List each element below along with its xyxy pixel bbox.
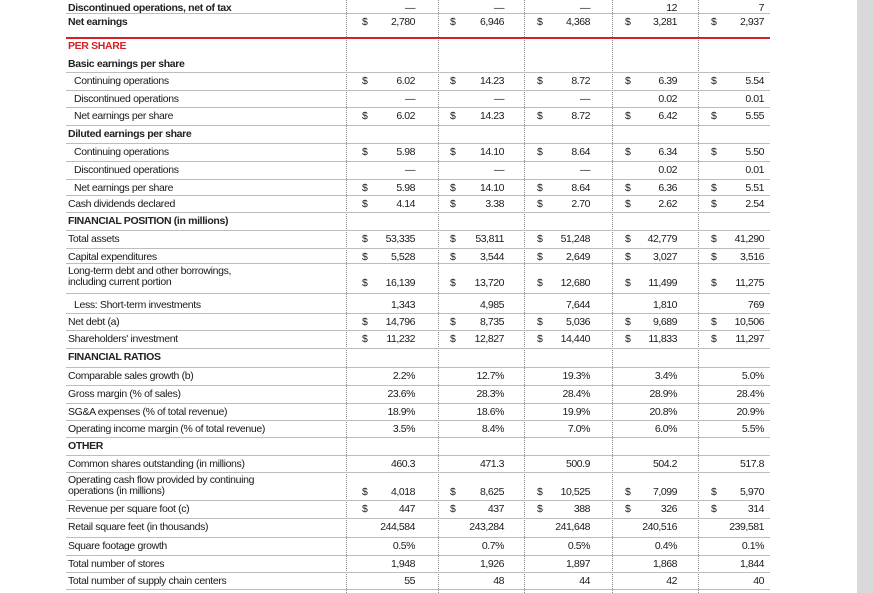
row-label: Net earnings — [68, 16, 128, 28]
row-label: Discontinued operations, net of tax — [68, 2, 232, 14]
value-cell: — — [493, 2, 504, 14]
value-cell: 41,290 — [734, 233, 764, 245]
row-label: Net earnings per share — [74, 182, 174, 194]
value-cell: 0.7% — [481, 540, 504, 552]
value-cell: 6.39 — [658, 75, 677, 87]
value-cell: 0.02 — [658, 93, 677, 105]
currency-symbol: $ — [362, 16, 368, 28]
row-rule — [66, 179, 770, 180]
row-rule — [66, 72, 770, 73]
row-rule — [66, 348, 770, 349]
value-cell: 6.42 — [658, 110, 677, 122]
row-rule — [66, 385, 770, 386]
value-cell: 19.9% — [562, 406, 590, 418]
value-cell: — — [579, 2, 590, 14]
row-rule — [66, 313, 770, 314]
currency-symbol: $ — [450, 333, 456, 345]
currency-symbol: $ — [450, 277, 456, 289]
value-cell: 7.0% — [567, 423, 590, 435]
value-cell: 4,018 — [390, 486, 415, 498]
row-label: OTHER — [68, 440, 104, 452]
value-cell: 500.9 — [565, 458, 590, 470]
value-cell: 6.02 — [396, 75, 415, 87]
row-label: Revenue per square foot (c) — [68, 503, 190, 515]
currency-symbol: $ — [450, 233, 456, 245]
value-cell: 6.0% — [654, 423, 677, 435]
value-cell: — — [404, 2, 415, 14]
value-cell: 5.55 — [745, 110, 764, 122]
value-cell: 11,297 — [735, 333, 764, 345]
value-cell: 4,368 — [565, 16, 590, 28]
currency-symbol: $ — [362, 503, 368, 515]
currency-symbol: $ — [625, 486, 631, 498]
value-cell: 9,689 — [652, 316, 677, 328]
value-cell: 7,644 — [565, 299, 590, 311]
currency-symbol: $ — [625, 277, 631, 289]
currency-symbol: $ — [450, 146, 456, 158]
value-cell: 28.3% — [476, 388, 504, 400]
row-label: Retail square feet (in thousands) — [68, 521, 209, 533]
table-row — [66, 351, 770, 368]
currency-symbol: $ — [537, 233, 543, 245]
currency-symbol: $ — [711, 182, 717, 194]
currency-symbol: $ — [362, 333, 368, 345]
row-label: Continuing operations — [74, 146, 169, 158]
value-cell: 14.23 — [479, 75, 504, 87]
value-cell: 5,528 — [390, 251, 415, 263]
value-cell: 6,946 — [479, 16, 504, 28]
currency-symbol: $ — [362, 110, 368, 122]
currency-symbol: $ — [711, 316, 717, 328]
value-cell: 2.70 — [571, 198, 590, 210]
value-cell: 8,735 — [479, 316, 504, 328]
value-cell: 0.5% — [392, 540, 415, 552]
value-cell: 3.4% — [654, 370, 677, 382]
row-label: Total number of stores — [68, 558, 165, 570]
value-cell: 3.5% — [392, 423, 415, 435]
value-cell: 42 — [666, 575, 677, 587]
value-cell: 7 — [758, 2, 764, 14]
currency-symbol: $ — [537, 182, 543, 194]
currency-symbol: $ — [625, 503, 631, 515]
row-rule — [66, 537, 770, 538]
row-label: Discontinued operations — [74, 164, 179, 176]
value-cell: 769 — [747, 299, 764, 311]
currency-symbol: $ — [537, 277, 543, 289]
table-row — [66, 521, 770, 538]
row-rule — [66, 125, 770, 126]
row-rule — [66, 518, 770, 519]
currency-symbol: $ — [625, 146, 631, 158]
currency-symbol: $ — [711, 16, 717, 28]
value-cell: 14.10 — [479, 182, 504, 194]
value-cell: 244,584 — [380, 521, 415, 533]
row-label: Continuing operations — [74, 75, 169, 87]
currency-symbol: $ — [537, 146, 543, 158]
financial-summary-table — [66, 0, 786, 593]
value-cell: 11,499 — [648, 277, 677, 289]
row-rule — [66, 572, 770, 573]
row-label: Comparable sales growth (b) — [68, 370, 194, 382]
value-cell: 12.7% — [476, 370, 504, 382]
table-row — [66, 474, 770, 498]
value-cell: 8.72 — [571, 75, 590, 87]
currency-symbol: $ — [537, 316, 543, 328]
value-cell: 0.01 — [745, 164, 764, 176]
value-cell: 4.14 — [396, 198, 415, 210]
value-cell: 14,796 — [385, 316, 415, 328]
row-rule — [66, 263, 770, 264]
row-label: Shareholders' investment — [68, 333, 178, 345]
value-cell: 19.3% — [562, 370, 590, 382]
value-cell: 1,844 — [739, 558, 764, 570]
value-cell: — — [493, 93, 504, 105]
row-label: Operating income margin (% of total revenue) — [68, 423, 266, 435]
value-cell: 388 — [573, 503, 590, 515]
row-label: Square footage growth — [68, 540, 167, 552]
value-cell: 1,948 — [390, 558, 415, 570]
row-label: Less: Short-term investments — [74, 299, 201, 311]
currency-symbol: $ — [362, 198, 368, 210]
currency-symbol: $ — [362, 251, 368, 263]
row-label: SG&A expenses (% of total revenue) — [68, 406, 228, 418]
value-cell: 241,648 — [555, 521, 590, 533]
table-row — [66, 40, 770, 57]
currency-symbol: $ — [537, 110, 543, 122]
value-cell: 1,868 — [652, 558, 677, 570]
value-cell: 16,139 — [385, 277, 415, 289]
row-label: Operating cash flow provided by continuing operations (in millions) — [68, 474, 255, 497]
value-cell: 517.8 — [739, 458, 764, 470]
currency-symbol: $ — [450, 198, 456, 210]
currency-symbol: $ — [450, 75, 456, 87]
value-cell: 10,506 — [734, 316, 764, 328]
value-cell: 0.01 — [745, 93, 764, 105]
value-cell: 48 — [493, 575, 504, 587]
value-cell: 5.54 — [745, 75, 764, 87]
value-cell: 1,810 — [652, 299, 677, 311]
row-label: Basic earnings per share — [68, 58, 185, 70]
value-cell: 243,284 — [469, 521, 504, 533]
value-cell: 8.64 — [571, 146, 590, 158]
currency-symbol: $ — [711, 333, 717, 345]
currency-symbol: $ — [362, 277, 368, 289]
row-label: Common shares outstanding (in millions) — [68, 458, 245, 470]
currency-symbol: $ — [711, 277, 717, 289]
value-cell: 12,680 — [560, 277, 590, 289]
currency-symbol: $ — [537, 16, 543, 28]
value-cell: 0.02 — [658, 164, 677, 176]
value-cell: 11,833 — [648, 333, 677, 345]
currency-symbol: $ — [450, 16, 456, 28]
value-cell: 8.4% — [481, 423, 504, 435]
row-rule — [66, 367, 770, 368]
value-cell: — — [404, 93, 415, 105]
value-cell: 53,335 — [385, 233, 415, 245]
value-cell: 11,275 — [735, 277, 764, 289]
row-rule — [66, 248, 770, 249]
value-cell: 1,897 — [565, 558, 590, 570]
value-cell: 2,780 — [390, 16, 415, 28]
value-cell: 5.50 — [745, 146, 764, 158]
currency-symbol: $ — [711, 146, 717, 158]
vertical-scrollbar[interactable] — [857, 0, 873, 593]
currency-symbol: $ — [711, 198, 717, 210]
value-cell: 4,985 — [479, 299, 504, 311]
value-cell: 5.98 — [396, 182, 415, 194]
value-cell: 5.5% — [741, 423, 764, 435]
value-cell: 20.8% — [649, 406, 677, 418]
value-cell: 447 — [398, 503, 415, 515]
currency-symbol: $ — [625, 333, 631, 345]
value-cell: 7,099 — [652, 486, 677, 498]
currency-symbol: $ — [450, 110, 456, 122]
currency-symbol: $ — [711, 75, 717, 87]
table-row — [66, 182, 770, 199]
value-cell: 8.64 — [571, 182, 590, 194]
value-cell: 6.02 — [396, 110, 415, 122]
value-cell: 326 — [660, 503, 677, 515]
value-cell: 5,970 — [739, 486, 764, 498]
value-cell: 13,720 — [474, 277, 504, 289]
value-cell: 3,281 — [652, 16, 677, 28]
row-rule — [66, 589, 770, 590]
row-rule — [66, 555, 770, 556]
value-cell: 12,827 — [474, 333, 504, 345]
value-cell: 0.1% — [741, 540, 764, 552]
currency-symbol: $ — [625, 233, 631, 245]
value-cell: 11,232 — [386, 333, 415, 345]
value-cell: 504.2 — [652, 458, 677, 470]
value-cell: 3,544 — [479, 251, 504, 263]
value-cell: 14.10 — [479, 146, 504, 158]
row-rule — [66, 161, 770, 162]
row-rule — [66, 107, 770, 108]
table-row — [66, 16, 770, 33]
row-rule — [66, 420, 770, 421]
row-label: FINANCIAL POSITION (in millions) — [68, 215, 229, 227]
value-cell: 23.6% — [387, 388, 415, 400]
value-cell: 53,811 — [475, 233, 504, 245]
value-cell: 0.5% — [567, 540, 590, 552]
currency-symbol: $ — [537, 251, 543, 263]
row-label: FINANCIAL RATIOS — [68, 351, 161, 363]
currency-symbol: $ — [450, 316, 456, 328]
value-cell: 5.51 — [745, 182, 764, 194]
currency-symbol: $ — [625, 251, 631, 263]
row-label: Net earnings per share — [74, 110, 174, 122]
value-cell: 3.38 — [485, 198, 504, 210]
value-cell: 12 — [666, 2, 677, 14]
value-cell: 240,516 — [642, 521, 677, 533]
table-row — [66, 265, 770, 289]
value-cell: 28.4% — [562, 388, 590, 400]
row-rule — [66, 455, 770, 456]
row-rule — [66, 90, 770, 91]
value-cell: 20.9% — [736, 406, 764, 418]
currency-symbol: $ — [537, 486, 543, 498]
value-cell: 44 — [579, 575, 590, 587]
row-rule — [66, 212, 770, 213]
row-label: PER SHARE — [68, 40, 127, 52]
value-cell: 3,027 — [652, 251, 677, 263]
value-cell: 5,036 — [565, 316, 590, 328]
value-cell: 18.9% — [387, 406, 415, 418]
row-rule — [66, 195, 770, 196]
currency-symbol: $ — [625, 316, 631, 328]
value-cell: 239,581 — [729, 521, 764, 533]
value-cell: 1,926 — [479, 558, 504, 570]
row-label: Total assets — [68, 233, 120, 245]
currency-symbol: $ — [362, 146, 368, 158]
currency-symbol: $ — [711, 486, 717, 498]
currency-symbol: $ — [362, 75, 368, 87]
value-cell: 40 — [753, 575, 764, 587]
row-label: Net debt (a) — [68, 316, 120, 328]
value-cell: 2.62 — [658, 198, 677, 210]
value-cell: 42,779 — [647, 233, 677, 245]
value-cell: 14.23 — [479, 110, 504, 122]
value-cell: 2,649 — [565, 251, 590, 263]
currency-symbol: $ — [711, 251, 717, 263]
currency-symbol: $ — [450, 486, 456, 498]
currency-symbol: $ — [625, 16, 631, 28]
value-cell: 2.54 — [745, 198, 764, 210]
currency-symbol: $ — [625, 75, 631, 87]
currency-symbol: $ — [711, 110, 717, 122]
row-rule — [66, 13, 770, 14]
value-cell: — — [493, 164, 504, 176]
value-cell: 14,440 — [560, 333, 590, 345]
row-rule — [66, 403, 770, 404]
row-rule — [66, 143, 770, 144]
currency-symbol: $ — [362, 182, 368, 194]
value-cell: 437 — [487, 503, 504, 515]
row-label: Cash dividends declared — [68, 198, 175, 210]
currency-symbol: $ — [537, 75, 543, 87]
value-cell: 1,343 — [390, 299, 415, 311]
row-label: Gross margin (% of sales) — [68, 388, 181, 400]
row-rule — [66, 230, 770, 231]
value-cell: 3,516 — [739, 251, 764, 263]
currency-symbol: $ — [625, 182, 631, 194]
value-cell: 2,937 — [739, 16, 764, 28]
currency-symbol: $ — [711, 503, 717, 515]
value-cell: — — [579, 93, 590, 105]
currency-symbol: $ — [625, 110, 631, 122]
row-label: Diluted earnings per share — [68, 128, 192, 140]
value-cell: 8.72 — [571, 110, 590, 122]
currency-symbol: $ — [362, 486, 368, 498]
value-cell: 6.36 — [658, 182, 677, 194]
value-cell: 10,525 — [560, 486, 590, 498]
currency-symbol: $ — [362, 233, 368, 245]
value-cell: 471.3 — [479, 458, 504, 470]
row-label: Discontinued operations — [74, 93, 179, 105]
value-cell: 28.9% — [649, 388, 677, 400]
row-label: Long-term debt and other borrowings, including current portion — [68, 265, 232, 288]
value-cell: — — [579, 164, 590, 176]
value-cell: 314 — [747, 503, 764, 515]
row-rule — [66, 437, 770, 438]
currency-symbol: $ — [450, 503, 456, 515]
value-cell: 2.2% — [392, 370, 415, 382]
currency-symbol: $ — [450, 182, 456, 194]
currency-symbol: $ — [450, 251, 456, 263]
row-rule — [66, 472, 770, 473]
value-cell: — — [404, 164, 415, 176]
row-label: Total number of supply chain centers — [68, 575, 227, 587]
value-cell: 28.4% — [736, 388, 764, 400]
row-rule — [66, 293, 770, 294]
value-cell: 460.3 — [390, 458, 415, 470]
row-rule — [66, 500, 770, 501]
section-rule — [66, 37, 770, 39]
value-cell: 18.6% — [476, 406, 504, 418]
row-label: Capital expenditures — [68, 251, 157, 263]
value-cell: 8,625 — [479, 486, 504, 498]
currency-symbol: $ — [537, 198, 543, 210]
value-cell: 55 — [404, 575, 415, 587]
value-cell: 5.0% — [741, 370, 764, 382]
value-cell: 5.98 — [396, 146, 415, 158]
currency-symbol: $ — [362, 316, 368, 328]
currency-symbol: $ — [537, 503, 543, 515]
value-cell: 0.4% — [654, 540, 677, 552]
currency-symbol: $ — [625, 198, 631, 210]
row-rule — [66, 330, 770, 331]
value-cell: 51,248 — [560, 233, 590, 245]
currency-symbol: $ — [537, 333, 543, 345]
currency-symbol: $ — [711, 233, 717, 245]
value-cell: 6.34 — [658, 146, 677, 158]
